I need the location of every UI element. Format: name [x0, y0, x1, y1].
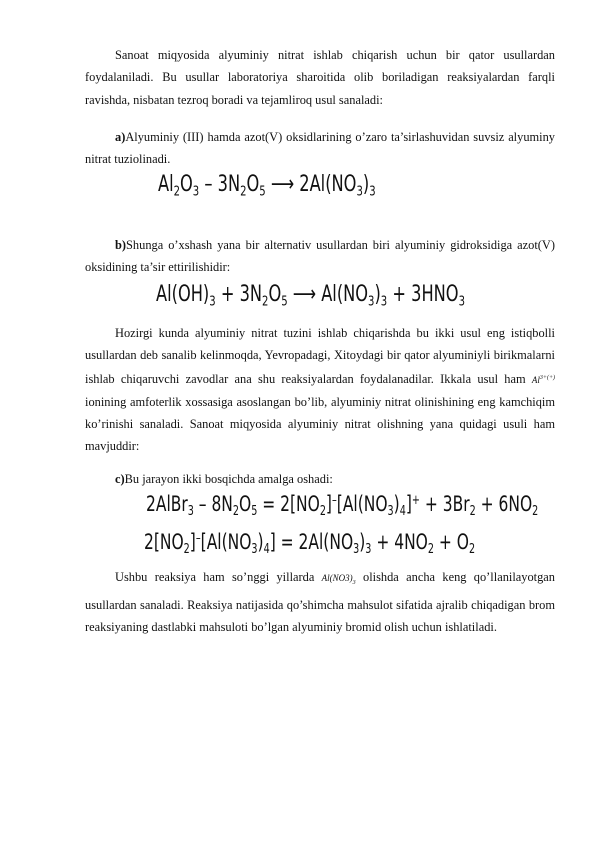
eq-c2-term: 2[NO [144, 530, 184, 554]
paragraph-b [85, 234, 555, 279]
paragraph-intro-text: Sanoat miqyosida alyuminiy nitrat ishlab chiqarish uchun bir qator usullardan foydalaniladi. Bu usullar laboratoriya sharoitida olib boriladigan reaksiyalardan farqli ravishda, nisbatan tezroq boradi va tejamliroq usul sanaladi: [85, 48, 555, 107]
eq-a-term: O [180, 172, 193, 197]
al-nitrate-sub: 3 [352, 579, 356, 586]
eq-a-term: – 3N [199, 172, 241, 197]
eq-c2-sub: 2 [183, 542, 190, 558]
eq-a-term: ) [362, 172, 370, 197]
eq-c1-sub: 2 [319, 504, 326, 520]
paragraph-main-text: Hozirgi kunda alyuminiy nitrat tuzini ishlab chiqarishda bu ikki usul eng istiqbolli usullardan deb sanalib kelinmoqda, Yevropadagi, Xitoydagi bir qator alyuminiyli birikmalarni ishlab chiqaruvchi zavodlar ana shu reaksiyalardan foydalanadilar. Ikkala usul ham [85, 326, 555, 386]
eq-c2-term: ] = 2Al(NO [269, 530, 354, 554]
eq-a-term: O [246, 172, 260, 197]
eq-c2-term: ) [359, 530, 366, 554]
eq-c1-sub: 5 [251, 504, 258, 520]
eq-c1-term: + 6NO [475, 492, 533, 516]
eq-c2-term: [Al(NO [200, 530, 252, 554]
eq-c1-sub: 3 [187, 504, 194, 520]
eq-c1-term: = 2[NO [257, 492, 320, 516]
eq-b-term: + 3HNO [387, 282, 459, 307]
eq-c1-charge: + [411, 492, 420, 508]
eq-b-term: ) [374, 282, 381, 307]
eq-b-term: + 3N [215, 282, 263, 307]
paragraph-intro [85, 44, 555, 111]
eq-c1-term: O [239, 492, 252, 516]
eq-c2-term: + 4NO [371, 530, 428, 554]
eq-c1-sub: 2 [532, 504, 539, 520]
eq-b-sub: 3 [368, 293, 375, 310]
eq-c1-term: + 3Br [419, 492, 470, 516]
eq-c2-sub: 2 [469, 542, 476, 558]
eq-c2-term: + O [433, 530, 470, 554]
eq-c1-sub: 4 [399, 504, 406, 520]
eq-b-term: Al(OH) [156, 282, 210, 307]
eq-c2-sub: 2 [427, 542, 434, 558]
eq-c2-term: ) [257, 530, 264, 554]
eq-c1-term: ] [405, 492, 412, 516]
eq-a-term: 2Al(NO [299, 172, 357, 197]
eq-b-sub: 3 [458, 293, 465, 310]
eq-a-sub: 3 [192, 183, 200, 200]
eq-b-sub: 3 [209, 293, 216, 310]
paragraph-main-text-cont: ionining amfoterlik xossasiga asoslangan bo’lib, alyuminiy nitrat olinishining eng kamchiqim ko’rinishi sanaladi. Sanoat miqyosida alyuminiy nitrat olishning yana quidagi usuli ham mavjuddir: [85, 394, 555, 454]
eq-c2-sub: 4 [263, 542, 270, 558]
eq-c1-term: [Al(NO [336, 492, 388, 516]
eq-c1-charge: – [331, 492, 337, 508]
eq-a-sub: 2 [240, 183, 247, 200]
reaction-arrow: ⟶ [287, 282, 322, 307]
eq-c2-sub: 3 [353, 542, 360, 558]
eq-b-sub: 5 [281, 293, 288, 310]
eq-a-sub: 5 [259, 183, 266, 200]
paragraph-final-text: Ushbu reaksiya ham so’nggi yillarda [115, 570, 315, 584]
eq-a-term: Al [158, 172, 174, 197]
eq-c1-term: ] [325, 492, 332, 516]
label-c: c) [115, 472, 125, 486]
reaction-arrow: ⟶ [265, 172, 300, 197]
eq-a-sub: 3 [356, 183, 363, 200]
eq-c1-term: – 8N [193, 492, 233, 516]
paragraph-final-text-cont: olishda ancha keng qo’llanilayotgan usullardan sanaladi. Reaksiya natijasida qo’shimcha mahsulot sifatida ajralib chiqadigan brom reaksiyaning dastlabki mahsuloti bo’lgan alyuminiy bromid olish uchun ishlatiladi. [85, 570, 555, 635]
al-nitrate-formula [321, 573, 356, 586]
equation-c2 [144, 530, 475, 557]
eq-c1-sub: 3 [387, 504, 394, 520]
al-ion-charge: 3+(+) [539, 374, 555, 381]
al-nitrate-base: Al(NO3) [321, 573, 353, 583]
label-a: a) [115, 130, 126, 144]
eq-b-sub: 2 [262, 293, 269, 310]
paragraph-a-text: Alyuminiy (III) hamda azot(V) oksidlarining o’zaro ta’sirlashuvidan suvsiz alyuminy nitrat tuziolinadi. [85, 130, 555, 167]
paragraph-c [85, 468, 555, 490]
eq-c2-charge: – [195, 530, 201, 546]
eq-b-term: O [268, 282, 282, 307]
eq-b-sub: 3 [380, 293, 388, 310]
eq-c2-sub: 3 [365, 542, 372, 558]
eq-c2-sub: 3 [251, 542, 258, 558]
paragraph-b-text: Shunga o’xshash yana bir alternativ usullardan biri alyuminiy gidroksidiga azot(V) oksidining ta’sir ettirilishidir: [85, 238, 555, 275]
eq-c1-term: ) [393, 492, 400, 516]
al-ion-base: Al [531, 374, 540, 385]
eq-c2-term: ] [189, 530, 196, 554]
paragraph-final [85, 566, 555, 639]
paragraph-main [85, 322, 555, 458]
equation-a [158, 172, 376, 199]
paragraph-a [85, 126, 555, 171]
eq-c1-term: 2AlBr [146, 492, 188, 516]
equation-b [156, 282, 465, 309]
eq-b-term: Al(NO [321, 282, 369, 307]
al-ion-formula [532, 375, 555, 385]
eq-a-sub: 2 [173, 183, 181, 200]
eq-c1-sub: 2 [469, 504, 476, 520]
eq-c1-sub: 2 [232, 504, 240, 520]
label-b: b) [115, 238, 127, 252]
eq-a-sub: 3 [369, 183, 376, 200]
equation-c1 [146, 492, 538, 519]
paragraph-c-text: Bu jarayon ikki bosqichda amalga oshadi: [124, 472, 333, 486]
